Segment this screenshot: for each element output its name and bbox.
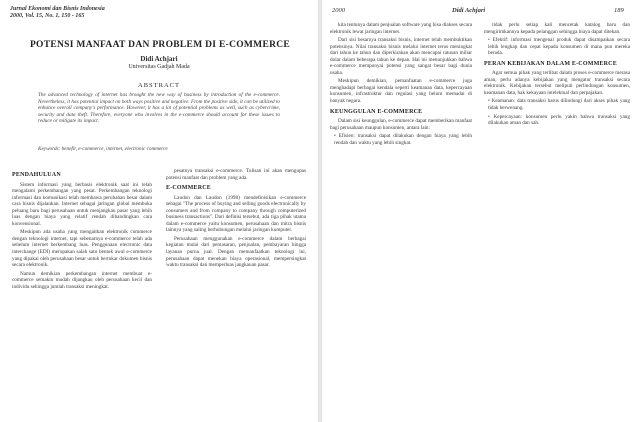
abstract-text: The advanced technology of internet has brought the new way of business by introduction of the e-commerce. Nevertheless, it has potential impact on both ways positive and negative. From the positive side, it can be utilized to enhance overall company's performance. However, it has a lot of potential problems as well, such as cybercrime, security and data theft. Therefore, everyone who involves in the e-commerce should account for these issues to reduce or mitigate its impact. bbox=[38, 92, 280, 125]
bullet-item: • Efektif: informasi mengenai produk dapat disampaikan secara lebih lengkap dan cepat kepada konsumen di mana pun mereka berada. bbox=[488, 37, 630, 57]
journal-name: Jurnal Ekonomi dan Bisnis Indonesia bbox=[10, 6, 105, 12]
paragraph: kita tentunya dalam penjualan software yang bisa diakses secara elektronik lewat jaringan internet. bbox=[330, 22, 472, 35]
running-title: Didi Achjari bbox=[452, 7, 486, 14]
author-affiliation: Universitas Gadjah Mada bbox=[128, 64, 190, 70]
right-column-2 bbox=[484, 22, 630, 129]
paragraph: Sistem informasi yang berbasis elektronik saat ini telah mengalami perkembangan yang pesat. Perkembangan teknologi informasi dan komunikasi telah membawa perubahan besar dalam cara bisnis dijalankan. Internet sebagai jaringan global membuka peluang baru bagi perusahaan untuk menjangkau pasar yang lebih luas dengan biaya yang relatif rendah dibandingkan cara konvensional. bbox=[12, 181, 152, 227]
paragraph: tidak perlu setiap kali mencetak katalog baru dan mengirimkannya kepada pelanggan sehingga biaya dapat ditekan. bbox=[484, 22, 630, 35]
bullet-item: • Efisien: transaksi dapat dilakukan dengan biaya yang lebih rendah dan waktu yang lebih singkat. bbox=[334, 133, 472, 146]
section-heading-keunggulan: KEUNGGULAN E-COMMERCE bbox=[330, 108, 423, 115]
right-column-1 bbox=[330, 22, 472, 148]
paragraph: pesatnya transaksi e-commerce. Tulisan ini akan mengupas potensi manfaat dan problem yang ada. bbox=[166, 168, 306, 181]
paragraph: Laudon dan Laudon (1998) mendefinisikan e-commerce sebagai "The process of buying and selling goods electronically by consumers and from company to company through computerized business transactions". Dari definisi tersebut, ada tiga pihak utama dalam e-commerce yaitu konsumen, perusahaan dan mitra bisnis lainnya yang saling berhubungan melalui jaringan komputer. bbox=[166, 194, 306, 234]
paragraph: Dalam sisi keunggulan, e-commerce dapat memberikan manfaat bagi perusahaan maupun konsumen, antara lain: bbox=[330, 118, 472, 131]
bullet-item: • Kepercayaan: konsumen perlu yakin bahwa transaksi yang dilakukan aman dan sah. bbox=[488, 113, 630, 127]
right-page bbox=[322, 0, 640, 422]
left-column-1 bbox=[12, 168, 152, 292]
paragraph: Perusahaan menggunakan e-commerce dalam berbagai kegiatan mulai dari pemasaran, penjualan, pembayaran hingga layanan purna jual. Dengan memanfaatkan teknologi ini, perusahaan dapat menekan biaya operasional, mempersingkat waktu transaksi dan memperluas jangkauan pasar. bbox=[166, 235, 306, 269]
page-number: 189 bbox=[614, 7, 624, 14]
author-name: Didi Achjari bbox=[140, 55, 178, 63]
article-title: POTENSI MANFAAT DAN PROBLEM DI E-COMMERCE bbox=[29, 40, 291, 50]
paragraph: Namun demikian perkembangan internet membuat e-commerce semakin mudah dijangkau oleh perusahaan kecil dan individu sehingga jumlah transaksi meningkat. bbox=[12, 270, 152, 290]
section-heading-kebijakan: PERAN KEBIJAKAN DALAM E-COMMERCE bbox=[484, 60, 617, 67]
page-year: 2000 bbox=[332, 7, 345, 14]
section-heading-pendahuluan: PENDAHULUAN bbox=[12, 172, 61, 178]
paragraph: Dari sisi besarnya transaksi bisnis, internet telah membuktikan potensinya. Nilai transaksi bisnis melalui internet terus meningkat dari tahun ke tahun dan diperkirakan akan mencapai ratusan miliar dolar dalam beberapa tahun ke depan. Hal ini menunjukkan bahwa e-commerce mempunyai potensi yang sangat besar bagi dunia usaha. bbox=[330, 37, 472, 76]
paragraph: Meskipun ada usaha yang mengaitkan elektronik commerce dengan teknologi internet, tapi sebenarnya e-commerce telah ada sebelum internet berkembang luas. Penggunaan electronic data interchange (EDI) merupakan salah satu bentuk awal e-commerce yang dipakai oleh perusahaan besar untuk bertukar dokumen bisnis secara elektronik. bbox=[12, 229, 152, 269]
section-heading-ecommerce: E-COMMERCE bbox=[166, 185, 211, 192]
paragraph: Meskipun demikian, pemanfaatan e-commerce juga menghadapi berbagai kendala seperti keamanan data, kepercayaan konsumen, infrastruktur dan regulasi yang belum memadai di banyak negara. bbox=[330, 78, 472, 105]
keywords: Keywords: benefit, e-commerce, internet, electronic commerce bbox=[38, 146, 168, 152]
journal-volume: 2000, Vol. 15, No. 1, 150 - 165 bbox=[10, 13, 85, 19]
bullet-item: • Keamanan: data transaksi harus dilindungi dari akses pihak yang tidak berwenang. bbox=[488, 98, 630, 112]
journal-info bbox=[10, 6, 105, 20]
left-column-2 bbox=[166, 168, 306, 271]
paragraph: Agar semua pihak yang terlibat dalam proses e-commerce merasa aman, perlu adanya kebijakan yang mengatur transaksi secara elektronik. Kebijakan tersebut meliputi perlindungan konsumen, keamanan data, hak kekayaan intelektual dan perpajakan. bbox=[484, 70, 630, 96]
left-page bbox=[0, 0, 318, 422]
abstract-heading: ABSTRACT bbox=[138, 82, 180, 89]
